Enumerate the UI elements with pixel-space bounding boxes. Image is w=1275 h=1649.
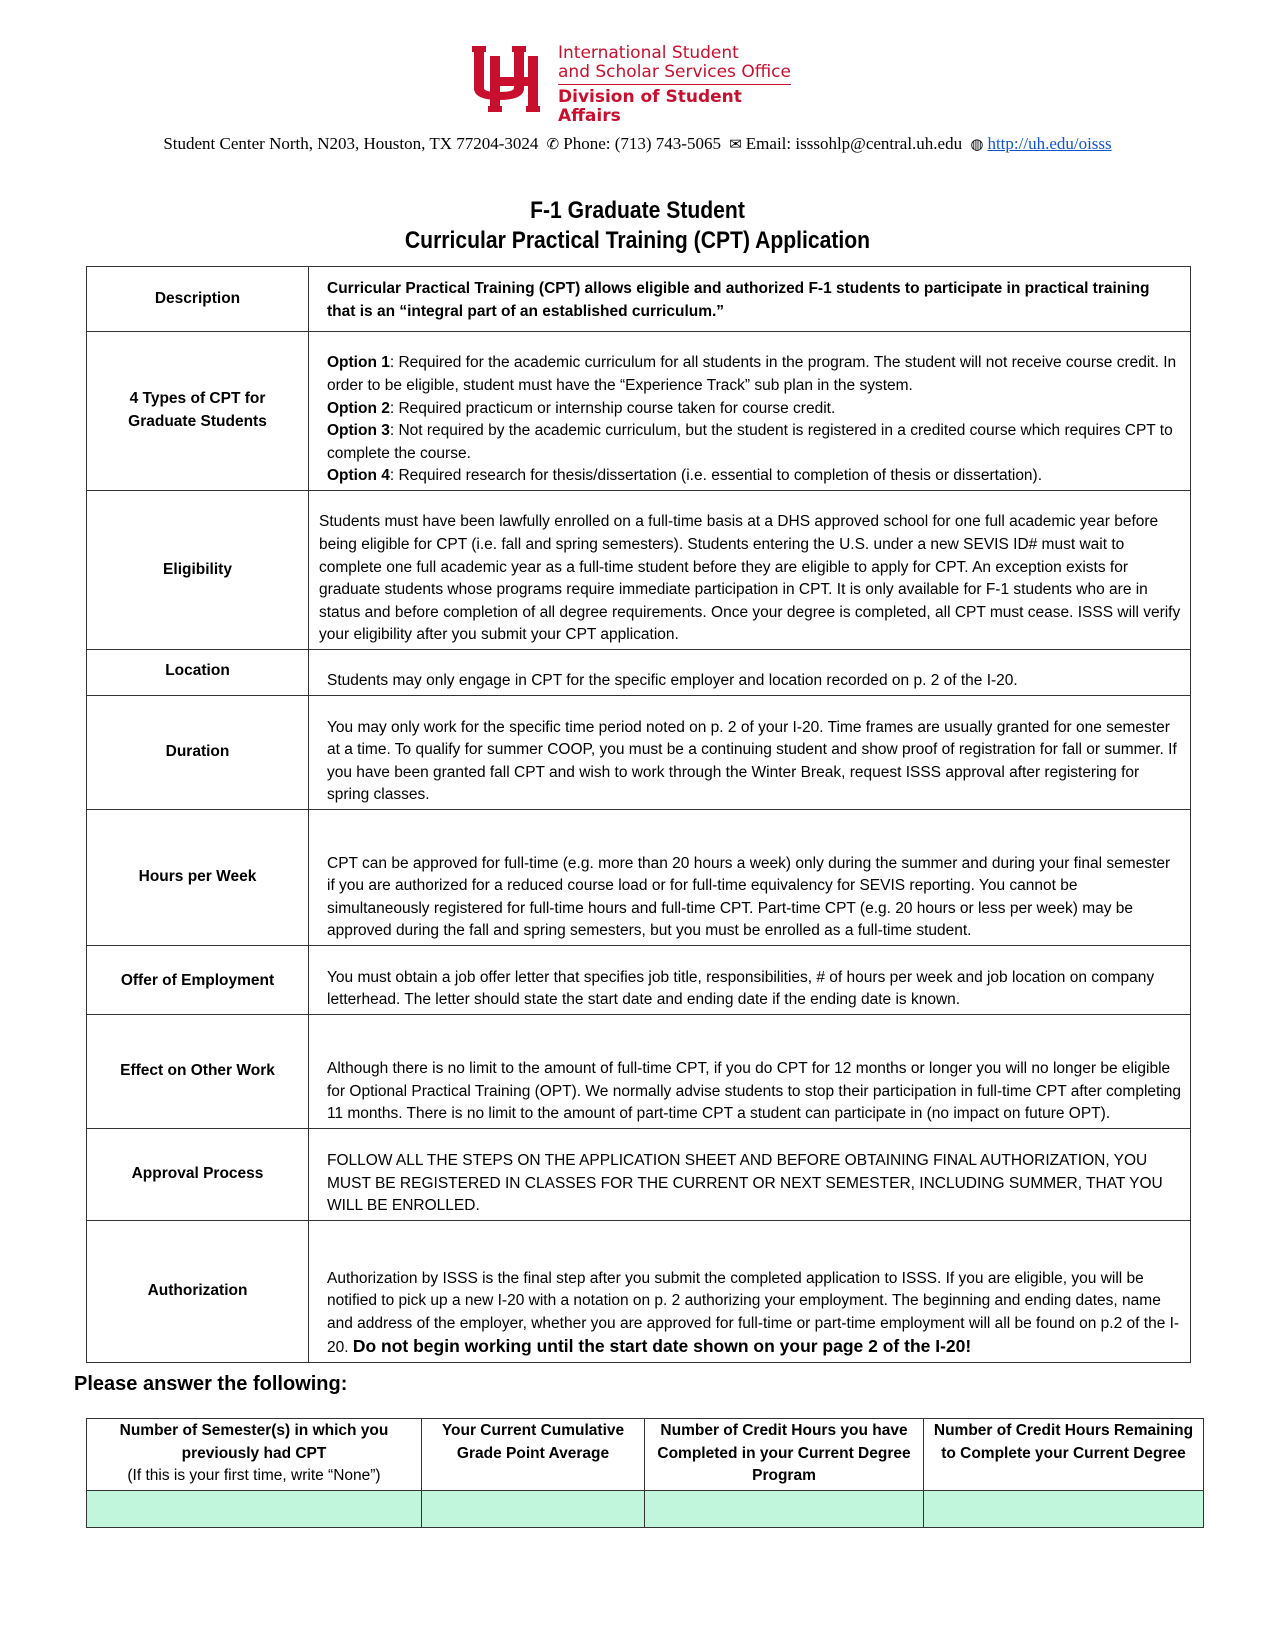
- title-line-2: Curricular Practical Training (CPT) Application: [404, 227, 871, 254]
- duration-text: You may only work for the specific time period noted on p. 2 of your I-20. Time frames are usually granted for one semester at a time. To qualify for summer COOP, you must be a continuing student and show proof of registration for fall or summer. If you have been granted fall CPT and wish to work through the Winter Break, request ISSS approval after registering for spring classes.: [309, 696, 1191, 810]
- col-cumulative-gpa: Your Current Cumulative Grade Point Average: [422, 1419, 645, 1491]
- row-cpt-types: [87, 332, 1191, 491]
- row-eligibility: [87, 491, 1191, 650]
- option-4: Option 4: Required research for thesis/dissertation (i.e. essential to completion of thesis or dissertation).: [327, 467, 1043, 485]
- logo-line-3: Division of Student Affairs: [558, 87, 742, 126]
- effect-text: Although there is no limit to the amount of full-time CPT, if you do CPT for 12 months or longer you will no longer be eligible for Optional Practical Training (OPT). We normally advise students to stop their participation in full-time CPT after completing 11 months. There is no limit to the amount of part-time CPT a student can participate in (no impact on future OPT).: [309, 1015, 1191, 1129]
- phone: Phone: (713) 743-5065: [563, 134, 721, 153]
- row-authorization: [87, 1221, 1191, 1363]
- approval-text: FOLLOW ALL THE STEPS ON THE APPLICATION SHEET AND BEFORE OBTAINING FINAL AUTHORIZATION, YOU MUST BE REGISTERED IN CLASSES FOR THE CURRENT OR NEXT SEMESTER, INCLUDING SUMMER, THAT YOU WILL BE ENROLLED.: [309, 1129, 1191, 1221]
- logo-text: [558, 44, 808, 126]
- description-text: Curricular Practical Training (CPT) allows eligible and authorized F-1 students to participate in practical training that is an “integral part of an established curriculum.”: [309, 267, 1191, 332]
- approval-label: Approval Process: [87, 1129, 309, 1221]
- uh-logo: [468, 43, 798, 126]
- address: Student Center North, N203, Houston, TX 77204-3024: [163, 134, 539, 153]
- option-2: Option 2: Required practicum or internship course taken for course credit.: [327, 399, 836, 417]
- answers-heading: Please answer the following:: [74, 1373, 348, 1395]
- previous-cpt-field[interactable]: [87, 1490, 422, 1527]
- answers-header-row: [87, 1419, 1204, 1491]
- col-credit-hours-completed: Number of Credit Hours you have Completed in your Current Degree Program: [645, 1419, 924, 1491]
- option-1: Option 1: Required for the academic curriculum for all students in the program. The student will not receive course credit. In order to be eligible, student must have the “Experience Track” sub plan in the system.: [327, 354, 1177, 395]
- eligibility-text: Students must have been lawfully enrolled on a full-time basis at a DHS approved school for one full academic year before being eligible for CPT (i.e. fall and spring semesters). Students entering the U.S. under a new SEVIS ID# must wait to complete one full academic year as a full-time student before they are eligible to apply for CPT. An exception exists for graduate students whose programs require immediate participation in CPT. It is only available for F-1 students who are in status and before completion of all degree requirements. Once your degree is completed, all CPT must cease. ISSS will verify your eligibility after you submit your CPT application.: [309, 491, 1191, 650]
- offer-label: Offer of Employment: [87, 946, 309, 1015]
- title-line-1: F-1 Graduate Student: [530, 197, 745, 224]
- authorization-text: Authorization by ISSS is the final step after you submit the completed application to ISSS. If you are eligible, you will be notified to pick up a new I-20 with a notation on p. 2 authorizing your employment. The beginning and ending dates, name and address of the employer, whether you are approved for full-time or part-time employment will all be found on p.2 of the I-20. Do not begin working until the start date shown on your page 2 of the I-20!: [309, 1221, 1191, 1363]
- row-description: [87, 267, 1191, 332]
- logo-line-1: International Student: [558, 43, 739, 63]
- location-label: Location: [87, 650, 309, 696]
- option-3: Option 3: Not required by the academic curriculum, but the student is registered in a credited course which requires CPT to complete the course.: [327, 422, 1173, 462]
- answers-input-row: [87, 1490, 1204, 1527]
- cpt-info-table: [86, 266, 1191, 1363]
- eligibility-label: Eligibility: [87, 491, 309, 650]
- gpa-field[interactable]: [422, 1490, 645, 1527]
- authorization-label: Authorization: [87, 1221, 309, 1363]
- logo-line-2: and Scholar Services Office: [558, 63, 791, 85]
- cpt-types-text: [309, 332, 1191, 491]
- col-credit-hours-remaining: Number of Credit Hours Remaining to Complete your Current Degree: [924, 1419, 1204, 1491]
- cpt-types-label: 4 Types of CPT for Graduate Students: [87, 332, 309, 491]
- col-note: (If this is your first time, write “None”): [127, 1467, 381, 1485]
- hours-label: Hours per Week: [87, 810, 309, 946]
- offer-text: You must obtain a job offer letter that specifies job title, responsibilities, # of hours per week and job location on company letterhead. The letter should state the start date and ending date if the ending date is known.: [309, 946, 1191, 1015]
- duration-label: Duration: [87, 696, 309, 810]
- credit-hours-remaining-field[interactable]: [924, 1490, 1204, 1527]
- globe-icon: ◍: [970, 135, 984, 153]
- row-location: [87, 650, 1191, 696]
- row-duration: [87, 696, 1191, 810]
- hours-text: CPT can be approved for full-time (e.g. more than 20 hours a week) only during the summer and during your final semester if you are authorized for a reduced course load or for full-time equivalency for SEVIS reporting. You cannot be simultaneously registered for full-time hours and full-time CPT. Part-time CPT (e.g. 20 hours or less per week) may be approved during the fall and spring semesters, but you must be enrolled as a full-time student.: [309, 810, 1191, 946]
- row-offer-of-employment: [87, 946, 1191, 1015]
- effect-label: Effect on Other Work: [87, 1015, 309, 1129]
- email-icon: ✉: [729, 135, 742, 153]
- email: Email: isssohlp@central.uh.edu: [745, 134, 963, 153]
- website-link[interactable]: http://uh.edu/oisss: [987, 134, 1112, 153]
- row-effect-on-other-work: [87, 1015, 1191, 1129]
- uh-logo-icon: [468, 44, 550, 114]
- answers-table: [86, 1418, 1204, 1528]
- description-label: Description: [87, 267, 309, 332]
- credit-hours-completed-field[interactable]: [645, 1490, 924, 1527]
- contact-line: [0, 134, 1275, 154]
- authorization-warning: Do not begin working until the start date shown on your page 2 of the I-20!: [352, 1336, 972, 1357]
- row-approval-process: [87, 1129, 1191, 1221]
- col-previous-cpt-semesters: Number of Semester(s) in which you previously had CPT (If this is your first time, write “None”): [87, 1419, 422, 1491]
- page-title: [77, 196, 1199, 256]
- location-text: Students may only engage in CPT for the specific employer and location recorded on p. 2 of the I-20.: [309, 650, 1191, 696]
- row-hours-per-week: [87, 810, 1191, 946]
- phone-icon: ✆: [546, 135, 560, 153]
